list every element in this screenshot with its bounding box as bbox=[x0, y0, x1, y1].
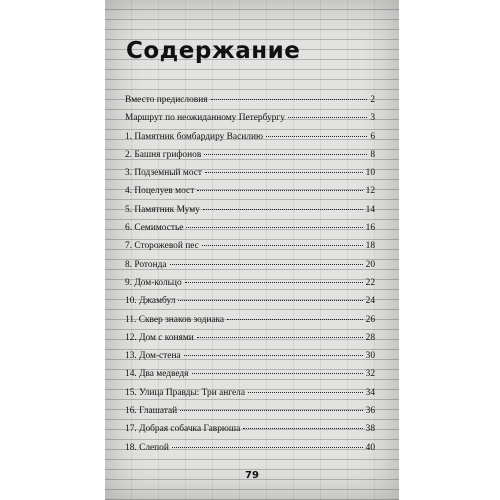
toc-entry-title: Вместо предисловия bbox=[125, 95, 208, 105]
toc-entry-title: 7. Сторожевой пес bbox=[125, 241, 199, 252]
toc-heading: Содержание bbox=[126, 38, 301, 64]
toc-entry bbox=[125, 424, 375, 442]
page-number: 79 bbox=[245, 470, 259, 481]
toc-entry bbox=[125, 205, 375, 223]
dot-leader bbox=[203, 209, 363, 210]
toc-entry-page: 22 bbox=[365, 277, 375, 288]
toc-entry-page: 18 bbox=[365, 241, 375, 252]
dot-leader bbox=[186, 227, 362, 228]
toc-entry-page: 12 bbox=[365, 186, 375, 197]
toc-entry bbox=[125, 186, 375, 204]
toc-entry-title: Маршрут по неожиданному Петербургу bbox=[125, 113, 285, 124]
toc-entry-title: 11. Сквер знаков зодиака bbox=[125, 314, 225, 325]
toc-entry bbox=[125, 168, 375, 186]
toc-entry-page: 14 bbox=[365, 204, 375, 215]
toc-entry-title: 2. Башня грифонов bbox=[125, 149, 202, 160]
toc-entry-title: 13. Дом-стена bbox=[125, 351, 181, 362]
toc-entry-title: 3. Подземный мост bbox=[125, 168, 203, 179]
book-page bbox=[105, 0, 399, 500]
toc-entry-title: 16. Глашатай bbox=[125, 406, 178, 417]
toc-entry-page: 38 bbox=[365, 424, 375, 435]
dot-leader bbox=[202, 245, 363, 246]
toc-entry-title: 9. Дом-кольцо bbox=[125, 277, 182, 288]
toc-entry bbox=[125, 369, 375, 387]
toc-entry bbox=[125, 315, 375, 333]
toc-entry-page: 8 bbox=[370, 149, 375, 160]
toc-entry bbox=[125, 443, 375, 461]
toc-entry-page: 40 bbox=[365, 442, 375, 453]
toc-entry-page: 24 bbox=[365, 296, 375, 307]
toc-entry-page: 26 bbox=[365, 314, 375, 325]
toc-entry-title: 6. Семимостье bbox=[125, 223, 184, 234]
toc-entry-page: 28 bbox=[365, 332, 375, 343]
toc-entry bbox=[125, 278, 375, 296]
toc-entry-page: 36 bbox=[365, 406, 375, 417]
toc-entry-page: 10 bbox=[365, 168, 375, 179]
dot-leader bbox=[180, 410, 362, 411]
dot-leader bbox=[204, 154, 367, 155]
toc-entry bbox=[125, 132, 375, 150]
toc-entry-page: 6 bbox=[370, 131, 375, 142]
dot-leader bbox=[211, 99, 368, 100]
dot-leader bbox=[178, 300, 362, 301]
toc-entry-title: 4. Поцелуев мост bbox=[125, 186, 195, 197]
toc-entry bbox=[125, 388, 375, 406]
toc-entry-page: 2 bbox=[370, 95, 375, 105]
toc-entry bbox=[125, 406, 375, 424]
dot-leader bbox=[170, 264, 363, 265]
toc-entry-title: 5. Памятник Муму bbox=[125, 204, 200, 215]
toc-entry bbox=[125, 223, 375, 241]
toc-entry bbox=[125, 113, 375, 131]
toc-entry-title: 12. Дом с конями bbox=[125, 332, 194, 343]
dot-leader bbox=[205, 172, 363, 173]
dot-leader bbox=[197, 337, 363, 338]
toc-entry-title: 14. Два медведя bbox=[125, 369, 189, 380]
toc-entry-title: 17. Добрая собачка Гаврюша bbox=[125, 424, 241, 435]
toc-entry-title: 1. Памятник бомбардиру Василию bbox=[125, 131, 263, 142]
toc-entry-title: 10. Джамбул bbox=[125, 296, 176, 307]
dot-leader bbox=[197, 190, 362, 191]
toc-entry bbox=[125, 150, 375, 168]
dot-leader bbox=[243, 428, 362, 429]
toc-entry bbox=[125, 260, 375, 278]
toc-list bbox=[125, 95, 375, 461]
toc-entry-page: 3 bbox=[370, 113, 375, 124]
dot-leader bbox=[227, 319, 363, 320]
toc-entry bbox=[125, 333, 375, 351]
toc-entry bbox=[125, 296, 375, 314]
toc-entry-page: 20 bbox=[365, 259, 375, 270]
toc-entry bbox=[125, 241, 375, 259]
toc-entry-title: 18. Слепой bbox=[125, 442, 169, 453]
toc-entry-title: 15. Улица Правды: Три ангела bbox=[125, 387, 246, 398]
toc-entry bbox=[125, 351, 375, 369]
toc-entry-page: 32 bbox=[365, 369, 375, 380]
dot-leader bbox=[288, 117, 367, 118]
dot-leader bbox=[185, 282, 363, 283]
dot-leader bbox=[266, 136, 367, 137]
dot-leader bbox=[172, 447, 363, 448]
toc-entry-title: 8. Ротонда bbox=[125, 259, 167, 270]
dot-leader bbox=[192, 373, 363, 374]
dot-leader bbox=[248, 392, 363, 393]
toc-entry-page: 30 bbox=[365, 351, 375, 362]
toc-entry bbox=[125, 95, 375, 113]
toc-entry-page: 34 bbox=[365, 387, 375, 398]
dot-leader bbox=[184, 355, 363, 356]
toc-entry-page: 16 bbox=[365, 223, 375, 234]
